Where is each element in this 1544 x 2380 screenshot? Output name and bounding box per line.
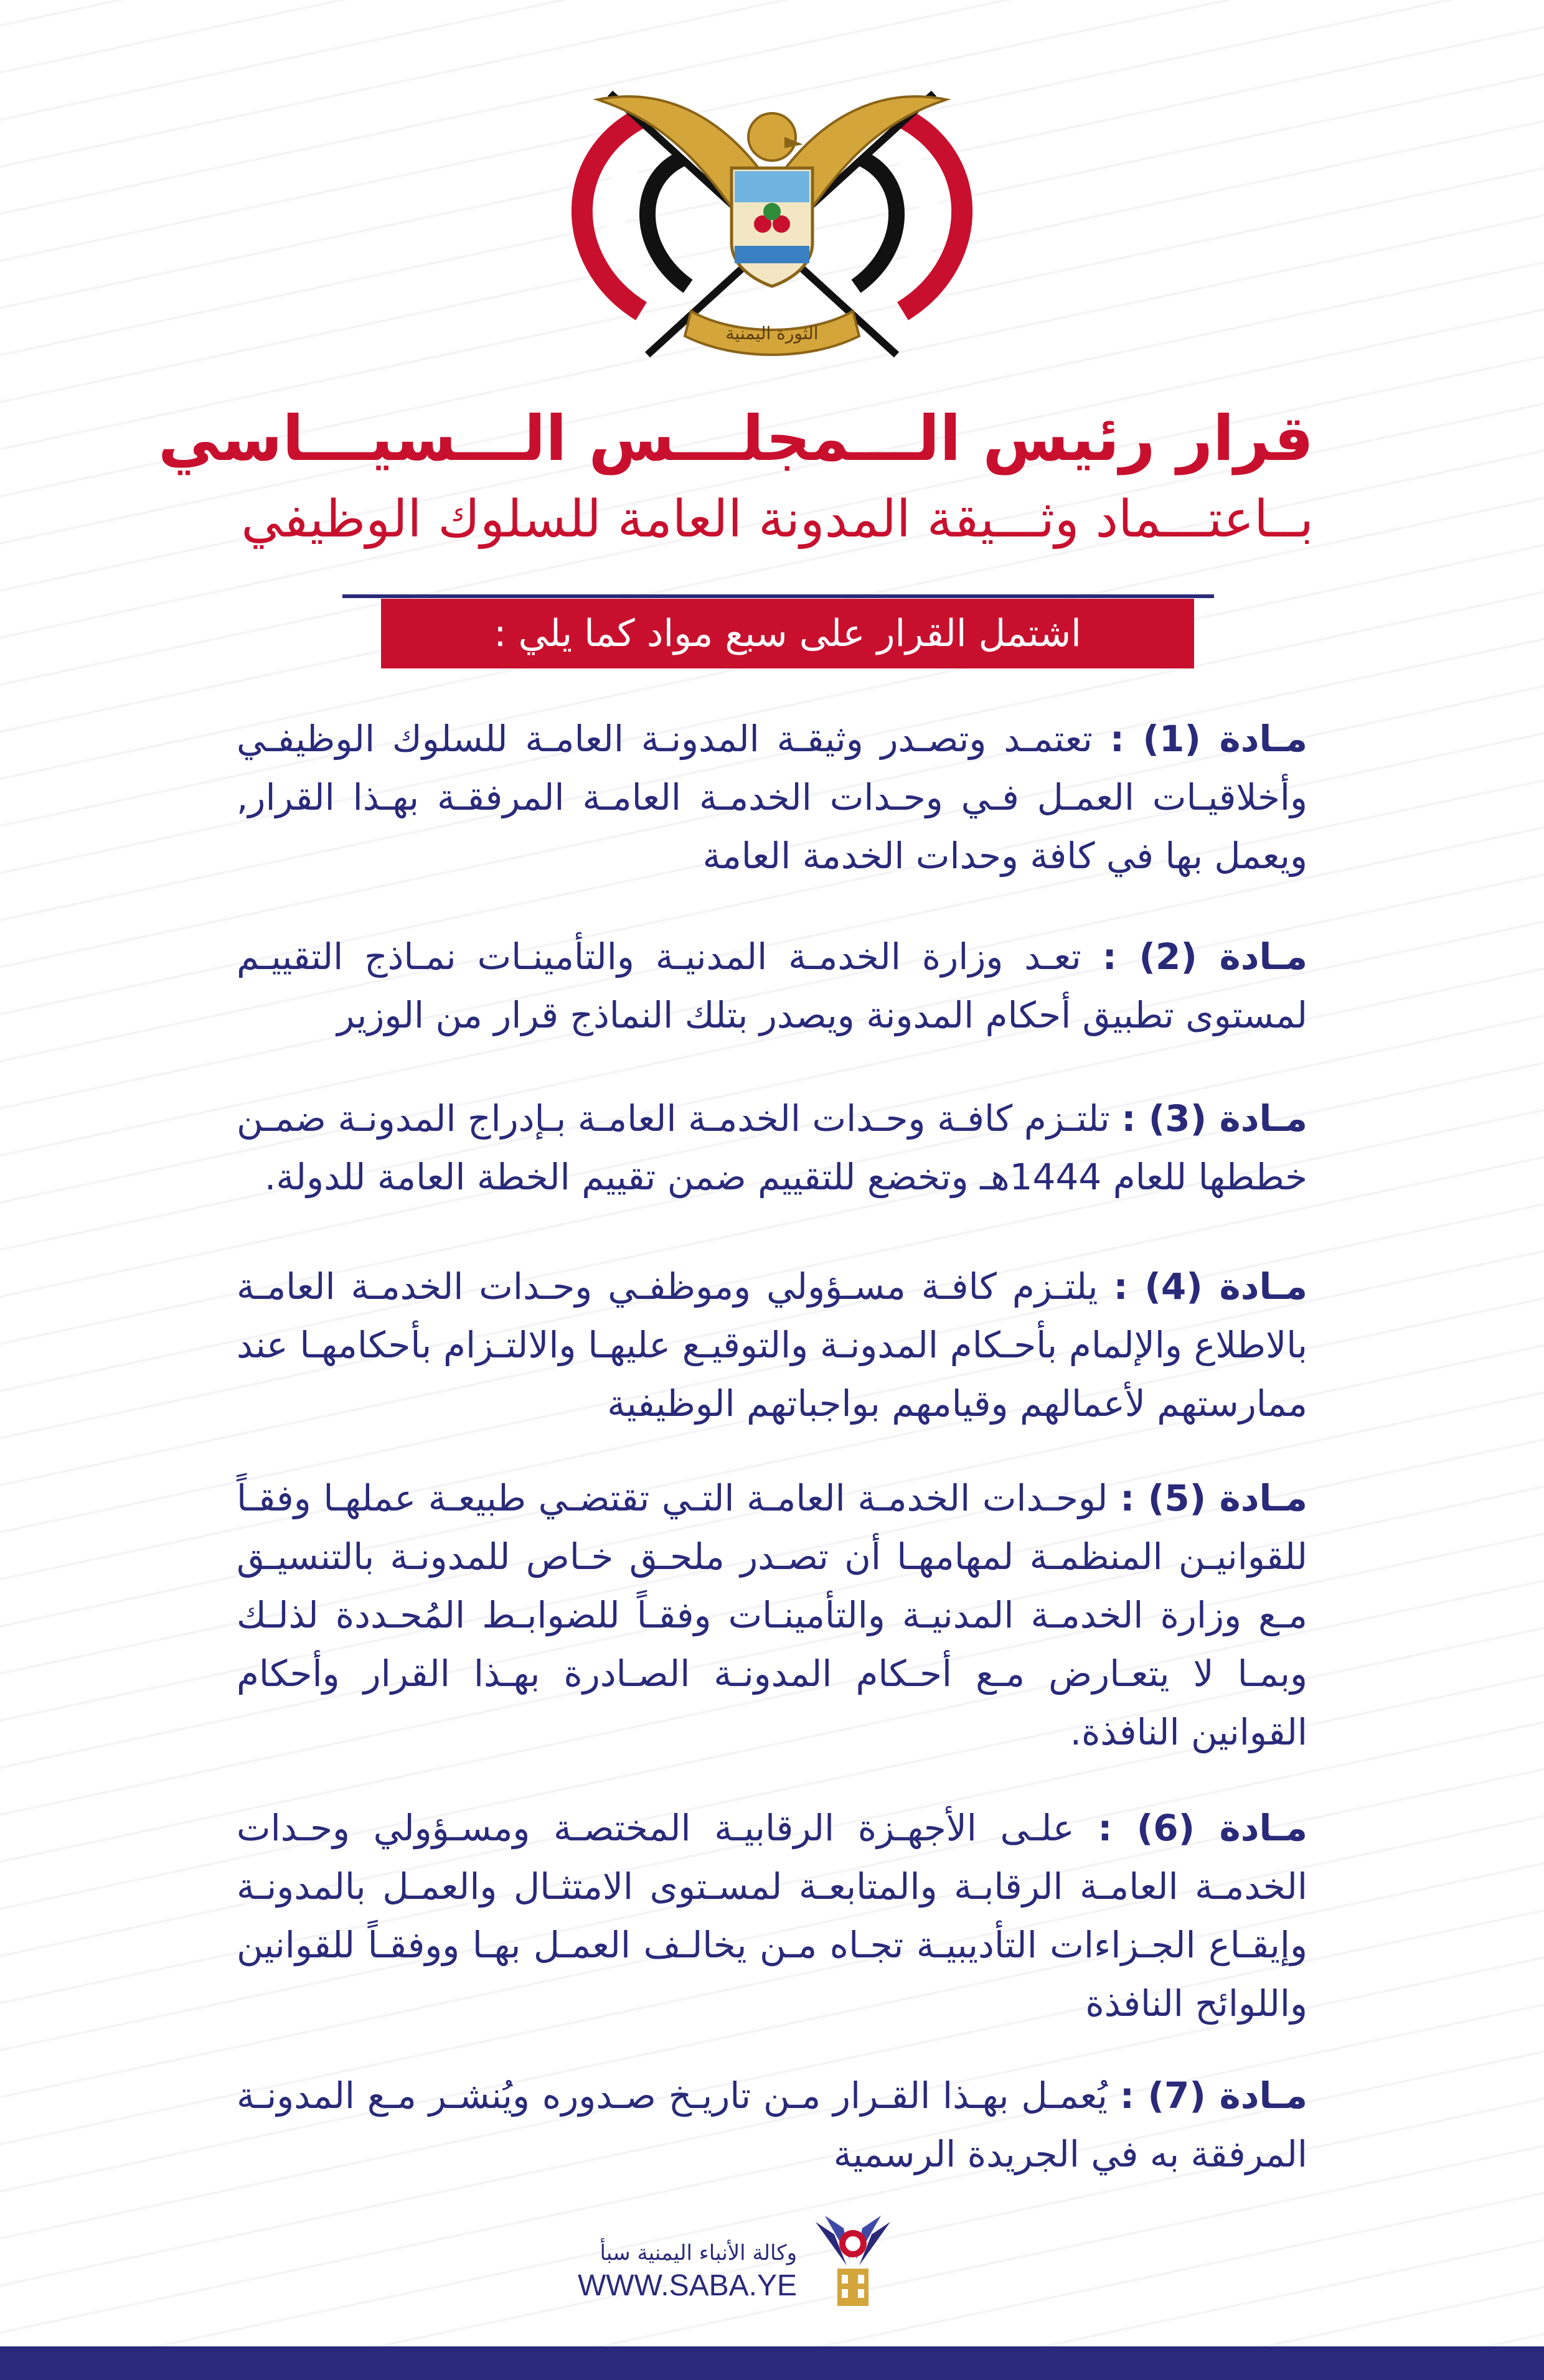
page-subtitle: بــاعتـــماد وثـــيقة المدونة العامة للسلوك الوظيفي	[241, 490, 1314, 549]
article-2	[237, 927, 1307, 1044]
article-label: مـادة (2) :	[1102, 935, 1308, 978]
article-label: مـادة (4) :	[1113, 1265, 1307, 1308]
article-label: مـادة (6) :	[1098, 1807, 1307, 1849]
article-text: علـى الأجهـزة الرقابيـة المختصـة ومسـؤولي وحـدات الخدمـة العامـة الرقابـة والمتابعـة لمسـتوى الامتثـال والعمـل بالمدونـة وإيقـاع الجـزاءات التأديبيـة تجـاه مـن يخالـف العمـل بهـا ووفقـاً للقوانين واللوائح النافذة	[237, 1807, 1307, 2025]
agency-url: WWW.SABA.YE	[577, 2269, 797, 2302]
divider	[342, 594, 1214, 598]
saba-eagle-logo-icon	[809, 2209, 897, 2315]
article-6	[237, 1799, 1307, 2033]
yemen-eagle-emblem-icon	[548, 75, 996, 367]
intro-banner: اشتمل القرار على سبع مواد كما يلي :	[381, 599, 1194, 668]
article-label: مـادة (7) :	[1119, 2074, 1307, 2117]
article-text: يلتـزم كافـة مسـؤولي وموظفـي وحـدات الخدمـة العامـة بالاطلاع والإلمام بأحـكام المدونـة والتوقيـع عليهـا والالتـزام بأحكامهـا عند ممارستهم لأعمالهم وقيامهم بواجباتهم الوظيفية	[237, 1265, 1307, 1425]
article-5	[237, 1469, 1307, 1761]
article-label: مـادة (5) :	[1120, 1477, 1307, 1519]
footer-bar	[0, 2346, 1544, 2380]
page-title: قرار رئيس الـــمجلـــس الـــسيـــاسي	[158, 402, 1314, 475]
article-text: تلتـزم كافـة وحـدات الخدمـة العامـة بـإدراج المدونـة ضمـن خططها للعام 1444هـ وتخضع للتقييم ضمن تقييم الخطة العامة للدولة.	[237, 1097, 1307, 1198]
article-4	[237, 1257, 1307, 1433]
article-1	[237, 710, 1307, 885]
agency-name: وكالة الأنباء اليمنية سبأ	[600, 2241, 797, 2265]
article-7	[237, 2066, 1307, 2183]
article-label: مـادة (3) :	[1121, 1097, 1308, 1140]
emblem-motto: الثورة اليمنية	[725, 323, 819, 344]
article-text: لوحـدات الخدمـة العامـة التـي تقتضـي طبيعـة عملهـا وفقـاً للقوانيـن المنظمـة لمهامهـا أن تصـدر ملحـق خـاص للمدونـة بالتنسيـق مـع وزارة الخدمـة المدنيـة والتأمينـات وفقـاً للضوابـط المُحـددة لذلـك وبمـا لا يتعـارض مـع أحـكام المدونـة الصـادرة بهـذا القرار وأحكام القوانين النافذة.	[237, 1477, 1307, 1753]
article-text: تعتمـد وتصـدر وثيقـة المدونـة العامـة للسلوك الوظيفـي وأخلاقيـات العمـل فـي وحـدات الخدمـة العامـة المرفقـة بهـذا القرار, ويعمل بها في كافة وحدات الخدمة العامة	[237, 718, 1307, 877]
article-label: مـادة (1) :	[1109, 718, 1308, 760]
article-text: تعـد وزارة الخدمـة المدنيـة والتأمينـات نمـاذج التقييـم لمستوى تطبيق أحكام المدونة ويصدر بتلك النماذج قرار من الوزير	[237, 935, 1307, 1036]
article-3	[237, 1089, 1307, 1206]
article-text: يُعمـل بهـذا القـرار مـن تاريـخ صـدوره ويُنشـر مـع المدونـة المرفقة به في الجريدة الرسمية	[237, 2074, 1307, 2175]
